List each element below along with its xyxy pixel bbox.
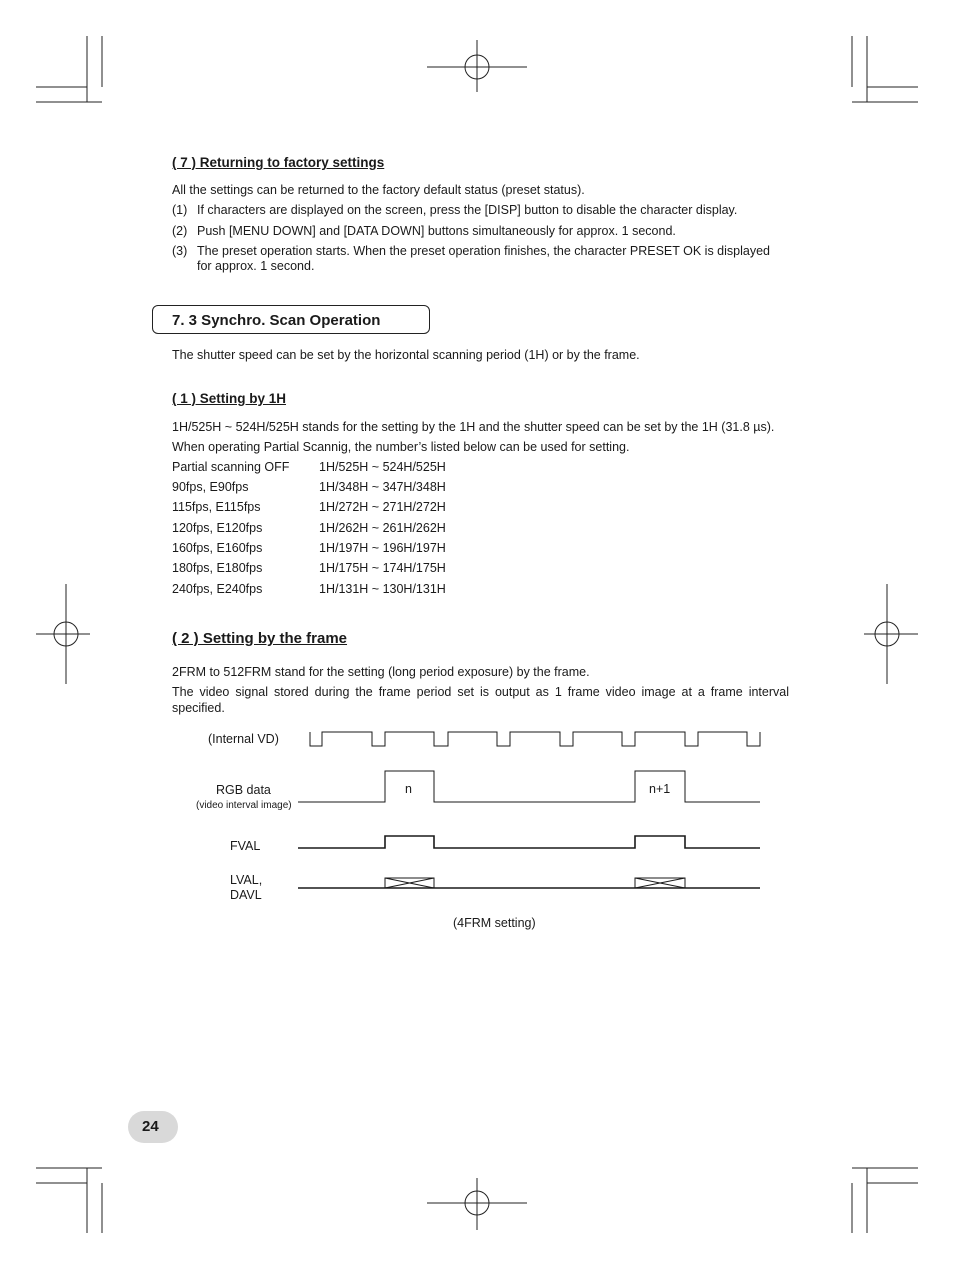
mode-cell: 90fps, E90fps [172,480,249,494]
step-3-continued: for approx. 1 second. [197,259,315,273]
setting-frame-heading: ( 2 ) Setting by the frame [172,630,348,647]
step-text: Push [MENU DOWN] and [DATA DOWN] buttons simultaneously for approx. 1 second. [197,224,676,238]
step-number: (2) [172,224,188,238]
mode-cell: Partial scanning OFF [172,460,290,474]
step-text: If characters are displayed on the screen, press the [DISP] button to disable the character display. [197,203,738,217]
davl-label: DAVL [230,888,262,902]
step-number: (3) [172,244,188,258]
mode-cell: 240fps, E240fps [172,582,263,596]
page-number: 24 [142,1118,159,1135]
section-7-3-intro: The shutter speed can be set by the horizontal scanning period (1H) or by the frame. [172,348,640,362]
setting-frame-para-1: 2FRM to 512FRM stand for the setting (long period exposure) by the frame. [172,665,590,679]
range-cell: 1H/131H ~ 130H/131H [319,582,446,596]
setting-frame-para-2: The video signal stored during the frame period set is output as 1 frame video image at a frame interval [172,685,789,699]
range-cell: 1H/348H ~ 347H/348H [319,480,446,494]
fval-signal [298,836,760,848]
range-cell: 1H/525H ~ 524H/525H [319,460,446,474]
rgb-data-signal [298,771,760,802]
internal-vd-label: (Internal VD) [208,732,279,746]
mode-cell: 160fps, E160fps [172,541,263,555]
lval-label: LVAL, [230,873,263,887]
mode-cell: 120fps, E120fps [172,521,263,535]
setting-1h-heading: ( 1 ) Setting by 1H [172,391,287,406]
rgb-data-label: RGB data [216,783,271,797]
rgb-data-sublabel: (video interval image) [196,800,292,811]
step-text: The preset operation starts. When the preset operation finishes, the character PRESET OK is displayed [197,244,770,258]
setting-frame-para-2-continued: specified. [172,701,225,715]
range-cell: 1H/175H ~ 174H/175H [319,561,446,575]
section-7-3-title: 7. 3 Synchro. Scan Operation [172,312,381,329]
frame-n1-label: n+1 [649,782,671,796]
internal-vd-signal [310,732,760,746]
step-number: (1) [172,203,188,217]
mode-cell: 115fps, E115fps [172,500,261,514]
section-7-intro: All the settings can be returned to the factory default status (preset status). [172,183,585,197]
fval-label: FVAL [230,839,261,853]
diagram-caption: (4FRM setting) [453,916,536,930]
section-7-heading: ( 7 ) Returning to factory settings [172,155,385,170]
range-cell: 1H/262H ~ 261H/262H [319,521,446,535]
range-cell: 1H/272H ~ 271H/272H [319,500,446,514]
setting-1h-para-1: 1H/525H ~ 524H/525H stands for the setting by the 1H and the shutter speed can be set by the 1H (31.8 µs). [172,420,775,434]
range-cell: 1H/197H ~ 196H/197H [319,541,446,555]
frame-n-label: n [405,782,412,796]
mode-cell: 180fps, E180fps [172,561,263,575]
setting-1h-para-2: When operating Partial Scannig, the number’s listed below can be used for setting. [172,440,630,454]
